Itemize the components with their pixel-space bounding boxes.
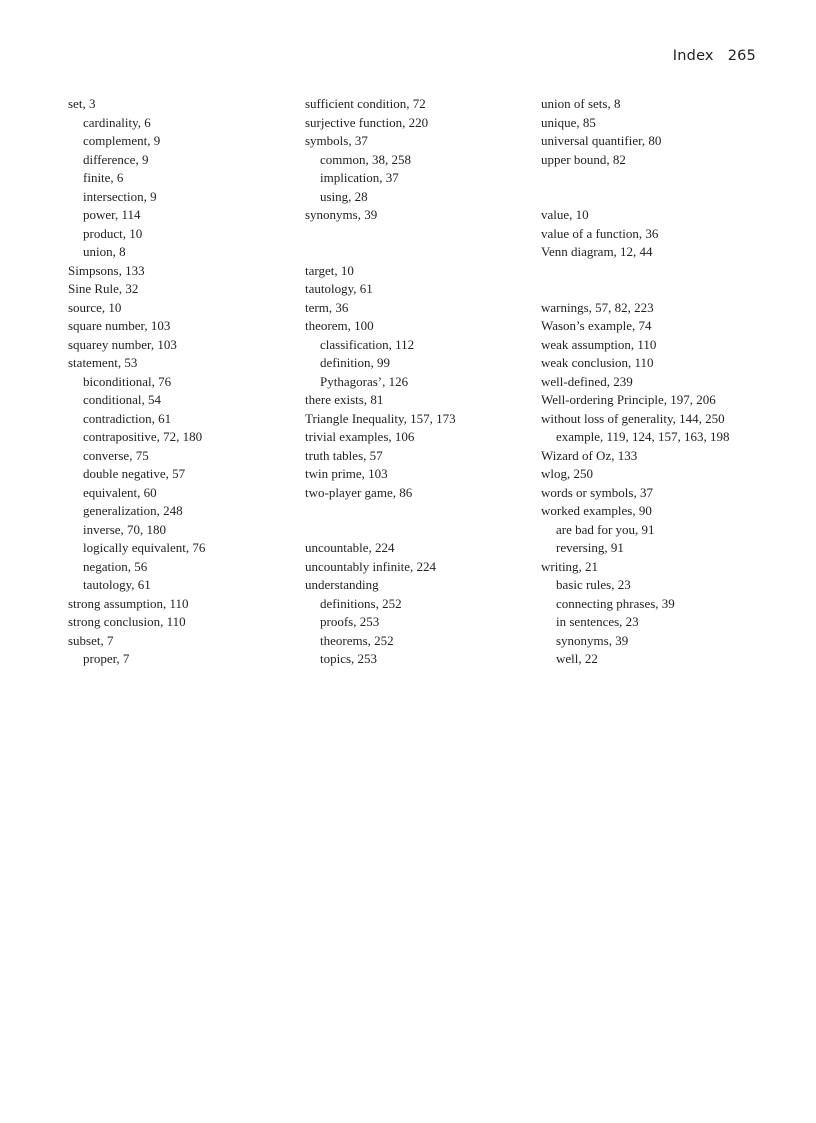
index-entry: unique, 85 bbox=[541, 114, 596, 130]
index-subentry: are bad for you, 91 bbox=[556, 521, 655, 537]
page-number: 265 bbox=[727, 48, 756, 64]
index-subentry: classification, 112 bbox=[320, 336, 415, 352]
index-entry: there exists, 81 bbox=[305, 392, 384, 407]
index-subentry: converse, 75 bbox=[83, 447, 149, 463]
index-subentry: proper, 7 bbox=[83, 651, 130, 666]
index-entry: subset, 7 bbox=[68, 632, 114, 648]
index-subentry: biconditional, 76 bbox=[83, 373, 172, 389]
index-subentry: power, 114 bbox=[83, 207, 141, 222]
index-entry: twin prime, 103 bbox=[305, 466, 388, 481]
index-subentry: contradiction, 61 bbox=[83, 410, 172, 426]
index-subentry: theorems, 252 bbox=[320, 632, 394, 648]
index-entry: Wason’s example, 74 bbox=[541, 318, 652, 333]
index-subentry: connecting phrases, 39 bbox=[556, 595, 675, 611]
index-entry: truth tables, 57 bbox=[305, 447, 383, 463]
index-entry: understanding bbox=[305, 577, 379, 592]
index-subentry: complement, 9 bbox=[83, 133, 161, 148]
running-head bbox=[673, 48, 756, 64]
index-subentry: union, 8 bbox=[83, 244, 126, 259]
index-subentry: product, 10 bbox=[83, 225, 143, 241]
entry-spacer bbox=[305, 521, 535, 540]
index-entry: term, 36 bbox=[305, 299, 349, 315]
index-subentry: cardinality, 6 bbox=[83, 114, 151, 130]
index-subentry: definition, 99 bbox=[320, 355, 391, 370]
index-subentry: reversing, 91 bbox=[556, 540, 624, 555]
index-entry: without loss of generality, 144, 250 bbox=[541, 410, 725, 426]
index-entry: value, 10 bbox=[541, 207, 589, 222]
index-subentry: intersection, 9 bbox=[83, 188, 157, 204]
index-entry: surjective function, 220 bbox=[305, 114, 429, 130]
index-subentry: topics, 253 bbox=[320, 651, 378, 666]
entry-spacer bbox=[305, 225, 535, 244]
index-entry: tautology, 61 bbox=[305, 281, 373, 296]
entry-spacer bbox=[305, 243, 535, 262]
index-subentry: inverse, 70, 180 bbox=[83, 521, 167, 537]
index-subentry: finite, 6 bbox=[83, 170, 124, 185]
index-subentry: difference, 9 bbox=[83, 151, 149, 167]
index-column-1 bbox=[68, 95, 298, 669]
entry-spacer bbox=[541, 188, 781, 207]
index-entry: square number, 103 bbox=[68, 318, 171, 333]
index-subentry: tautology, 61 bbox=[83, 577, 151, 592]
index-entry: target, 10 bbox=[305, 262, 354, 278]
index-entry: weak conclusion, 110 bbox=[541, 355, 654, 370]
index-entry: Venn diagram, 12, 44 bbox=[541, 244, 653, 259]
index-subentry: in sentences, 23 bbox=[556, 614, 639, 629]
index-subentry: example, 119, 124, 157, 163, 198 bbox=[556, 429, 730, 444]
index-entry: Triangle Inequality, 157, 173 bbox=[305, 410, 456, 426]
index-entry: statement, 53 bbox=[68, 355, 138, 370]
index-entry: weak assumption, 110 bbox=[541, 336, 657, 352]
index-entry: warnings, 57, 82, 223 bbox=[541, 299, 654, 315]
index-column-2 bbox=[305, 95, 535, 669]
index-entry: sufficient condition, 72 bbox=[305, 96, 426, 111]
index-entry: universal quantifier, 80 bbox=[541, 133, 662, 148]
index-entry: uncountable, 224 bbox=[305, 540, 395, 555]
index-entry: wlog, 250 bbox=[541, 466, 593, 481]
index-entry: Sine Rule, 32 bbox=[68, 281, 139, 296]
index-entry: upper bound, 82 bbox=[541, 151, 626, 167]
index-entry: worked examples, 90 bbox=[541, 503, 652, 518]
index-entry: Simpsons, 133 bbox=[68, 262, 145, 278]
index-entry: strong conclusion, 110 bbox=[68, 614, 186, 629]
index-entry: symbols, 37 bbox=[305, 133, 368, 148]
section-title: Index bbox=[672, 48, 714, 64]
index-entry: uncountably infinite, 224 bbox=[305, 558, 437, 574]
index-subentry: negation, 56 bbox=[83, 558, 148, 574]
index-entry: trivial examples, 106 bbox=[305, 429, 415, 444]
index-entry: Well-ordering Principle, 197, 206 bbox=[541, 392, 716, 407]
index-entry: strong assumption, 110 bbox=[68, 595, 189, 611]
index-entry: source, 10 bbox=[68, 299, 122, 315]
index-subentry: using, 28 bbox=[320, 188, 368, 204]
index-entry: squarey number, 103 bbox=[68, 336, 177, 352]
index-subentry: basic rules, 23 bbox=[556, 577, 631, 592]
index-subentry: definitions, 252 bbox=[320, 595, 402, 611]
index-subentry: equivalent, 60 bbox=[83, 484, 157, 500]
index-entry: synonyms, 39 bbox=[305, 207, 378, 222]
index-entry: value of a function, 36 bbox=[541, 225, 659, 241]
index-subentry: Pythagoras’, 126 bbox=[320, 373, 409, 389]
entry-spacer bbox=[541, 280, 781, 299]
index-subentry: logically equivalent, 76 bbox=[83, 540, 206, 555]
index-subentry: generalization, 248 bbox=[83, 503, 183, 518]
index-subentry: implication, 37 bbox=[320, 170, 399, 185]
index-entry: writing, 21 bbox=[541, 558, 599, 574]
index-subentry: proofs, 253 bbox=[320, 614, 380, 629]
index-subentry: double negative, 57 bbox=[83, 466, 186, 481]
entry-spacer bbox=[541, 262, 781, 281]
index-subentry: common, 38, 258 bbox=[320, 151, 411, 167]
index-entry: set, 3 bbox=[68, 96, 96, 111]
index-subentry: well, 22 bbox=[556, 651, 598, 666]
index-subentry: synonyms, 39 bbox=[556, 632, 629, 648]
index-entry: words or symbols, 37 bbox=[541, 484, 653, 500]
entry-spacer bbox=[541, 169, 781, 188]
index-entry: two-player game, 86 bbox=[305, 484, 413, 500]
index-entry: Wizard of Oz, 133 bbox=[541, 447, 638, 463]
index-column-3 bbox=[541, 95, 781, 669]
index-subentry: conditional, 54 bbox=[83, 392, 161, 407]
index-subentry: contrapositive, 72, 180 bbox=[83, 429, 203, 444]
index-entry: theorem, 100 bbox=[305, 318, 374, 333]
entry-spacer bbox=[305, 502, 535, 521]
index-entry: well-defined, 239 bbox=[541, 373, 633, 389]
index-entry: union of sets, 8 bbox=[541, 96, 621, 111]
